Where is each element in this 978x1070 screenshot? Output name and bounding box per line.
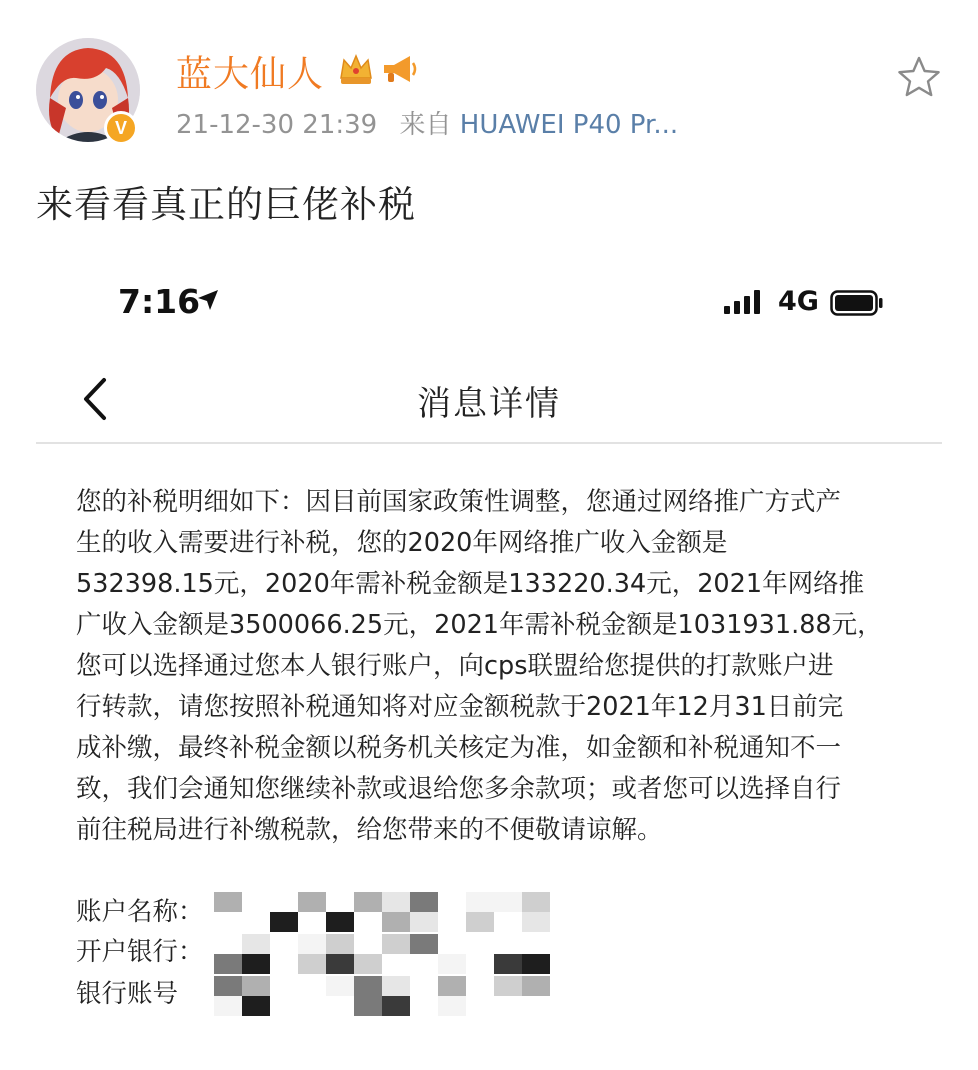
user-badges <box>338 52 418 90</box>
mosaic-cell <box>326 934 354 954</box>
source-prefix: 来自 <box>399 110 452 140</box>
mosaic-cell <box>242 912 270 932</box>
mosaic-cell <box>438 954 466 974</box>
mosaic-cell <box>354 934 382 954</box>
mosaic-cell <box>270 954 298 974</box>
mosaic-cell <box>382 892 410 912</box>
mosaic-cell <box>298 954 326 974</box>
mosaic-cell <box>298 934 326 954</box>
mosaic-cell <box>438 934 466 954</box>
mosaic-cell <box>466 934 494 954</box>
post-timestamp: 21-12-30 21:39 <box>176 110 378 140</box>
mosaic-cell <box>494 976 522 996</box>
mosaic-cell <box>298 976 326 996</box>
mosaic-cell <box>522 934 550 954</box>
favorite-star-icon[interactable] <box>896 54 942 100</box>
account-name-label: 账户名称： <box>76 897 204 927</box>
mosaic-cell <box>354 996 382 1016</box>
network-type: 4G <box>778 286 819 317</box>
mosaic-cell <box>242 954 270 974</box>
mosaic-cell <box>438 976 466 996</box>
redacted-account-name <box>214 892 550 932</box>
mosaic-cell <box>438 912 466 932</box>
mosaic-cell <box>494 892 522 912</box>
mosaic-cell <box>298 892 326 912</box>
mosaic-cell <box>214 892 242 912</box>
mosaic-cell <box>466 912 494 932</box>
mosaic-cell <box>494 954 522 974</box>
mosaic-cell <box>270 976 298 996</box>
mosaic-cell <box>410 976 438 996</box>
mosaic-cell <box>522 892 550 912</box>
mosaic-cell <box>242 976 270 996</box>
mosaic-cell <box>382 934 410 954</box>
battery-icon <box>830 290 884 320</box>
post-meta <box>176 104 678 141</box>
mosaic-cell <box>354 892 382 912</box>
mosaic-cell <box>242 934 270 954</box>
verified-badge-icon: V <box>104 111 138 145</box>
post-text: 来看看真正的巨佬补税 <box>36 183 416 226</box>
device-link[interactable]: HUAWEI P40 Pr... <box>459 110 679 140</box>
redacted-bank-name <box>214 934 550 974</box>
mosaic-cell <box>382 954 410 974</box>
mosaic-cell <box>522 996 550 1016</box>
account-number-label: 银行账号 <box>76 979 179 1009</box>
mosaic-cell <box>382 976 410 996</box>
bank-name-label: 开户银行： <box>76 937 204 967</box>
mosaic-cell <box>270 892 298 912</box>
mosaic-cell <box>410 934 438 954</box>
mosaic-cell <box>466 892 494 912</box>
message-body: 您的补税明细如下：因目前国家政策性调整，您通过网络推广方式产 生的收入需要进行补税，您的2020年网络推广收入金额是 532398.15元，2020年需补税金额是133220.34元，2021年网络推 广收入金额是3500066.25元，2021年需补税金额是1031931.88元， 您可以选择通过您本人银行账户，向cps联盟给您提供的打款账户进 行转款，请您按照补税通知将对应金额税款于2021年12月31日前完 成补缴，最终补税金额以税务机关核定为准，如金额和补税通知不一 致，我们会通知您继续补款或退给您多余款项；或者您可以选择自行 前往税局进行补缴税款，给您带来的不便敬请谅解。 <box>76 487 883 845</box>
mosaic-cell <box>242 996 270 1016</box>
crown-icon[interactable] <box>338 52 374 90</box>
mosaic-cell <box>298 912 326 932</box>
mosaic-cell <box>410 996 438 1016</box>
mosaic-cell <box>326 996 354 1016</box>
signal-bars-icon <box>724 290 760 314</box>
mosaic-cell <box>326 954 354 974</box>
mosaic-cell <box>494 912 522 932</box>
mosaic-cell <box>522 954 550 974</box>
mosaic-cell <box>270 934 298 954</box>
mosaic-cell <box>270 996 298 1016</box>
mosaic-cell <box>410 892 438 912</box>
mosaic-cell <box>466 996 494 1016</box>
mosaic-cell <box>214 934 242 954</box>
mosaic-cell <box>466 954 494 974</box>
redacted-account-number <box>214 976 550 1016</box>
mosaic-cell <box>214 976 242 996</box>
mosaic-cell <box>522 976 550 996</box>
mosaic-cell <box>382 996 410 1016</box>
mosaic-cell <box>354 976 382 996</box>
username-link[interactable]: 蓝大仙人 <box>176 54 325 95</box>
mosaic-cell <box>326 976 354 996</box>
nav-divider <box>36 442 942 444</box>
location-arrow-icon <box>196 288 220 316</box>
mosaic-cell <box>438 892 466 912</box>
mosaic-cell <box>354 912 382 932</box>
mosaic-cell <box>214 912 242 932</box>
mosaic-cell <box>438 996 466 1016</box>
megaphone-icon[interactable] <box>380 52 418 90</box>
mosaic-cell <box>410 954 438 974</box>
mosaic-cell <box>214 996 242 1016</box>
mosaic-cell <box>354 954 382 974</box>
mosaic-cell <box>270 912 298 932</box>
mosaic-cell <box>382 912 410 932</box>
mosaic-cell <box>326 912 354 932</box>
mosaic-cell <box>466 976 494 996</box>
mosaic-cell <box>494 996 522 1016</box>
mosaic-cell <box>326 892 354 912</box>
mosaic-cell <box>410 912 438 932</box>
mosaic-cell <box>494 934 522 954</box>
embedded-screenshot <box>36 256 942 1070</box>
mosaic-cell <box>298 996 326 1016</box>
mosaic-cell <box>242 892 270 912</box>
mosaic-cell <box>214 954 242 974</box>
mosaic-cell <box>522 912 550 932</box>
status-time: 7:16 <box>118 282 201 321</box>
page-title: 消息详情 <box>417 384 561 424</box>
